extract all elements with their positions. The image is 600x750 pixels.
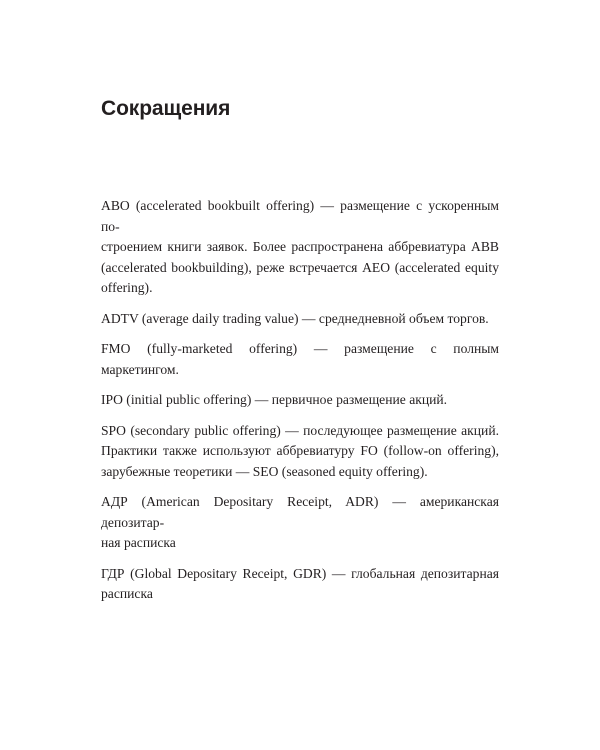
entry-line: зарубежные теоретики — SEO (seasoned equity offering). [101,463,428,479]
entry-line: ABO (accelerated bookbuilt offering) — размещение с ускоренным по- [101,198,499,234]
page-title: Сокращения [101,97,231,120]
entry-line: ная расписка [101,535,176,550]
abbreviation-entry-abo [101,196,499,299]
abbreviation-entry-adtv [101,309,499,330]
entry-line: ГДР (Global Depositary Receipt, GDR) — глобальная депозитарная [101,565,499,581]
entry-line: FMO (fully-marketed offering) — размещение с полным маркетингом. [101,341,499,377]
abbreviation-entry-fmo [101,339,499,380]
abbreviation-entry-adr [101,492,499,554]
entry-line: ADTV (average daily trading value) — среднедневной объем торгов. [101,310,489,326]
entry-line: строением книги заявок. Более распространена аббревиатура ABB [101,239,499,254]
abbreviation-entry-spo [101,421,499,483]
entry-line: АДР (American Depositary Receipt, ADR) — американская депозитар- [101,494,499,530]
abbreviation-entry-gdr [101,564,499,605]
entry-line: offering). [101,280,153,295]
entry-line: IPO (initial public offering) — первичное размещение акций. [101,392,448,407]
entry-line: Практики также используют аббревиатуру FO (follow-on offering), [101,443,499,458]
entry-line: SPO (secondary public offering) — последующее размещение акций. [101,422,499,438]
entry-line: (accelerated bookbuilding), реже встречается AEO (accelerated equity [101,259,499,275]
abbreviations-list [101,196,499,615]
abbreviation-entry-ipo [101,390,499,411]
entry-line: расписка [101,586,153,601]
